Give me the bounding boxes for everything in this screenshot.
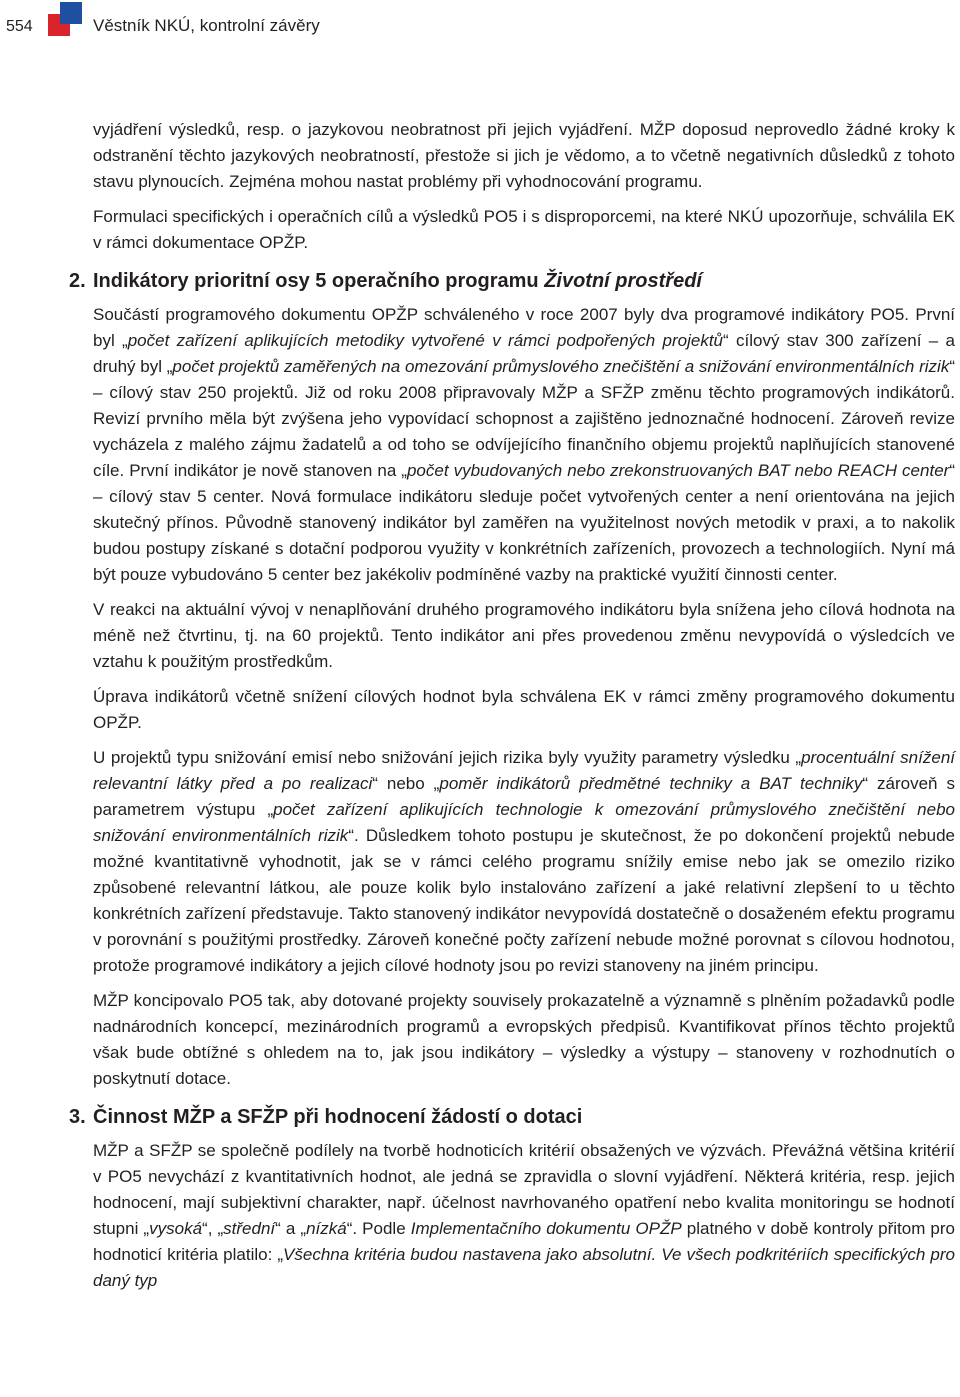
emphasis: počet vybudovaných nebo zrekonstruovaných BAT nebo REACH center xyxy=(406,461,950,480)
text-run: platného v době kontroly přitom pro hodnoticí kritéria platilo: „ xyxy=(93,1219,956,1264)
section-title: Činnost MŽP a SFŽP při hodnocení žádostí o dotaci xyxy=(93,1106,583,1128)
text-run: “ nebo „ xyxy=(372,774,440,793)
nku-logo xyxy=(46,0,82,38)
emphasis: procentuální snížení relevantní látky před a po realizaci xyxy=(93,748,955,793)
text-run: “ zároveň s parametrem výstupu „ xyxy=(93,774,955,819)
document-body xyxy=(69,117,956,1303)
text-run: “ – cílový stav 250 projektů. Již od roku 2008 připravovaly MŽP a SFŽP změnu těchto programových indikátorů. Revizí prvního měla být zvýšena jeho vypovídací schopnost a zajištěno jednoznačné hodnocení. Zároveň revize vycházela z malého zájmu žadatelů a od toho se odvíjejícího finančního objemu projektů naplňujících stanovené cíle. První indikátor je nově stanoven na „ xyxy=(93,357,955,480)
paragraph-text: MŽP koncipovalo PO5 tak, aby dotované projekty souvisely prokazatelně a významně s plněním požadavků podle nadnárodních koncepcí, mezinárodních programů a evropských předpisů. Kvantifikovat přínos těchto projektů však bude obtížné s ohledem na to, jak jsou indikátory – výsledky a výstupy – stanoveny v rozhodnutích o poskytnutí dotace. xyxy=(93,991,955,1088)
emphasis: vysoká xyxy=(149,1219,203,1238)
section-title-emphasis: Životní prostředí xyxy=(544,270,702,292)
paragraph xyxy=(93,1138,955,1294)
paragraph xyxy=(93,302,955,588)
section-number: 3. xyxy=(69,1106,86,1128)
text-run: U projektů typu snižování emisí nebo snižování jejich rizika byly využity parametry výsledku „ xyxy=(93,748,802,767)
page-number: 554 xyxy=(6,18,33,35)
paragraph xyxy=(93,684,955,736)
text-run: “ – cílový stav 5 center. Nová formulace indikátoru sleduje počet vytvořených center a není orientována na jejich skutečný přínos. Původně stanovený indikátor byl zaměřen na využitelnost nových metodik v praxi, a to nakolik budou postupy získané s dotační podporou využity v konkrétních zařízeních, provozech a technologiích. Nyní má být pouze vybudováno 5 center bez jakékoliv podmíněné vazby na praktické využití činnosti center. xyxy=(93,461,955,584)
page-header xyxy=(0,0,960,50)
paragraph xyxy=(93,988,955,1092)
emphasis: Všechna kritéria budou nastavena jako absolutní. Ve všech podkritériích specifických pro daný typ xyxy=(93,1245,955,1290)
emphasis: počet zařízení aplikujících metodiky vytvořené v rámci podpořených projektů xyxy=(127,331,724,350)
section-number: 2. xyxy=(69,270,86,292)
text-run: Součástí programového dokumentu OPŽP schváleného v roce 2007 byly dva programové indikátory PO5. První byl „ xyxy=(93,305,955,350)
text-run: “ a „ xyxy=(275,1219,307,1238)
text-run: “. Podle xyxy=(346,1219,411,1238)
section-heading-3 xyxy=(69,1102,955,1132)
paragraph-text: Formulaci specifických i operačních cílů a výsledků PO5 i s disproporcemi, na které NKÚ upozorňuje, schválila EK v rámci dokumentace OPŽP. xyxy=(93,207,955,252)
paragraph xyxy=(93,117,955,195)
emphasis: střední xyxy=(223,1219,276,1238)
paragraph-text: Úprava indikátorů včetně snížení cílových hodnot byla schválena EK v rámci změny programového dokumentu OPŽP. xyxy=(93,687,955,732)
text-run: MŽP a SFŽP se společně podílely na tvorbě hodnoticích kritérií obsažených ve výzvách. Převážná většina kritérií v PO5 nevychází z kvantitativních hodnot, ale jedná se zpravidla o slovní vyjádření. Některá kritéria, resp. jejich hodnocení, mají subjektivní charakter, např. účelnost navrhovaného opatření nebo kvalita monitoringu se hodnotí stupni „ xyxy=(93,1141,955,1238)
emphasis: poměr indikátorů předmětné techniky a BAT techniky xyxy=(439,774,863,793)
emphasis: počet zařízení aplikujících technologie k omezování průmyslového znečištění nebo snižování environmentálních rizik xyxy=(93,800,955,845)
paragraph-text: vyjádření výsledků, resp. o jazykovou neobratnost při jejich vyjádření. MŽP doposud neprovedlo žádné kroky k odstranění těchto jazykových neobratností, přestože si jich je vědomo, a to včetně negativních důsledků z tohoto stavu plynoucích. Zejména mohou nastat problémy při vyhodnocování programu. xyxy=(93,120,955,191)
text-run: “, „ xyxy=(202,1219,224,1238)
logo-blue-square xyxy=(60,2,82,24)
emphasis: nízká xyxy=(306,1219,347,1238)
section-title: Indikátory prioritní osy 5 operačního programu xyxy=(93,270,545,292)
text-run: “. Důsledkem tohoto postupu je skutečnost, že po dokončení projektů nebude možné kvantitativně vyhodnotit, jak se v rámci celého programu snížily emise nebo jak se omezilo riziko způsobené relevantní látkou, ale pouze kolik bylo instalováno zařízení a jaké relativní zlepšení to u těchto konkrétních zařízení představuje. Takto stanovený indikátor nevypovídá dostatečně o dosaženém efektu programu v porovnání s použitými prostředky. Zároveň konečné počty zařízení nebude možné porovnat s cílovou hodnotou, protože programové indikátory a jejich cílové hodnoty jsou po revizi stanoveny na jiném principu. xyxy=(93,826,955,975)
emphasis: Implementačního dokumentu OPŽP xyxy=(410,1219,682,1238)
paragraph xyxy=(93,204,955,256)
text-run: “ cílový stav 300 zařízení – a druhý byl „ xyxy=(93,331,955,376)
running-title: Věstník NKÚ, kontrolní závěry xyxy=(93,16,320,35)
paragraph xyxy=(93,597,955,675)
emphasis: počet projektů zaměřených na omezování průmyslového znečištění a snižování environmentálních rizik xyxy=(172,357,950,376)
section-heading-2 xyxy=(69,266,955,296)
paragraph xyxy=(93,745,955,979)
paragraph-text: V reakci na aktuální vývoj v nenaplňování druhého programového indikátoru byla snížena jeho cílová hodnota na méně než čtvrtinu, tj. na 60 projektů. Tento indikátor ani přes provedenou změnu nevypovídá o výsledcích ve vztahu k použitým prostředkům. xyxy=(93,600,955,671)
